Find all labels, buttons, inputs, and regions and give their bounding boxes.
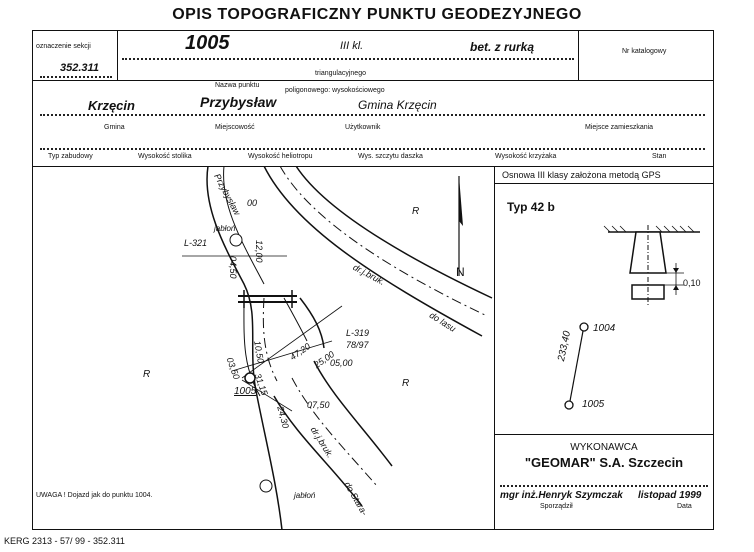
dist-0350: 03,50 xyxy=(224,356,242,381)
contractor-name: "GEOMAR" S.A. Szczecin xyxy=(524,455,684,470)
contractor-dots xyxy=(500,485,708,487)
point-type: bet. z rurką xyxy=(470,40,535,54)
zamieszkanie-label: Miejsce zamieszkania xyxy=(585,124,654,131)
dist-1200: 12,00 xyxy=(254,240,264,263)
polig-label: poligonowego: wysokościowego xyxy=(285,87,385,94)
dist-2500: 25,00 xyxy=(312,349,337,371)
section-label: oznaczenie sekcji xyxy=(36,43,91,50)
point-number: 1005 xyxy=(185,32,230,54)
col-wysokosc-heliotropu: Wysokość heliotropu xyxy=(248,153,313,160)
miejscowosc-value: Przybysław xyxy=(200,94,277,110)
uzytkownik-label: Użytkownik xyxy=(345,124,381,131)
right-panel-divider xyxy=(494,166,495,530)
columns-dots xyxy=(40,148,705,150)
catalog-divider xyxy=(578,30,579,80)
miejscowosc-label: Miejscowość xyxy=(215,124,255,131)
basis-label: Osnowa III klasy założona metodą GPS xyxy=(502,170,661,180)
col-wys-szczytu-daszka: Wys. szczytu daszka xyxy=(358,153,423,160)
road-upper-label-1: dr.j.bruk. xyxy=(351,262,387,288)
uzytkownik-value: Gmina Krzęcin xyxy=(358,98,437,112)
north-label: N xyxy=(456,265,465,279)
road-upper-label-2: do lasu xyxy=(427,310,458,334)
header-divider xyxy=(32,80,714,81)
dist-0750: 07,50 xyxy=(307,400,330,410)
col-stan: Stan xyxy=(652,153,667,160)
person-label: Sporządził xyxy=(540,503,573,510)
catalog-label: Nr katalogowy xyxy=(622,48,667,55)
r-label-3: R xyxy=(402,378,410,389)
road-lower-label-1: dr.j.bruk. xyxy=(308,425,336,460)
distance-label: 233,40 xyxy=(556,330,574,363)
section-value: 352.311 xyxy=(60,62,99,74)
contractor-date: listopad 1999 xyxy=(638,490,702,501)
dist-3115: 31,15 xyxy=(252,372,270,397)
l319-date: 78/97 xyxy=(346,340,369,350)
dist-4720: 47,20 xyxy=(288,341,313,363)
dist-2430: 24,30 xyxy=(275,405,291,430)
r-label-1: R xyxy=(412,206,420,217)
r-label-2: R xyxy=(143,369,151,380)
footer-code: KERG 2313 - 57/ 99 - 352.311 xyxy=(4,536,125,546)
point-1004-label: 1004 xyxy=(593,323,616,334)
section-dots xyxy=(40,76,112,78)
contractor-label: WYKONAWCA xyxy=(570,442,638,453)
nazwa-label: Nazwa punktu xyxy=(215,82,260,89)
names-dots xyxy=(40,114,705,116)
road-lower-label-2: do Stara- xyxy=(342,480,370,518)
dist-0500: 05,00 xyxy=(330,358,353,368)
dimension-label: 0,10 xyxy=(683,278,701,288)
gmina-label: Gmina xyxy=(104,124,125,131)
right-panel-header-divider xyxy=(494,183,714,184)
dist-0000: 00 xyxy=(247,198,258,208)
l321-label: L-321 xyxy=(184,238,208,248)
warning-note: UWAGA ! Dojazd jak do punktu 1004. xyxy=(36,492,153,499)
jablon-top-label: jabłoń xyxy=(214,224,236,233)
monument-drawing xyxy=(600,215,710,310)
l319-label: L-319 xyxy=(346,328,370,338)
type-label: Typ 42 b xyxy=(507,200,555,214)
triang-label: triangulacyjnego xyxy=(315,70,366,77)
point-class: III kl. xyxy=(340,40,364,52)
header-dots xyxy=(122,58,574,60)
date-label: Data xyxy=(677,503,692,510)
map-point-label: 1005 xyxy=(234,386,257,397)
jablon-bottom-label: jabłoń xyxy=(294,491,316,500)
contractor-person: mgr inż.Henryk Szymczak xyxy=(500,490,623,501)
col-wysokosc-krzyzaka: Wysokość krzyżaka xyxy=(495,153,557,160)
contractor-divider xyxy=(494,434,714,435)
village-label-map: Przybysław xyxy=(212,172,243,217)
page-title: OPIS TOPOGRAFICZNY PUNKTU GEODEZYJNEGO xyxy=(172,6,582,23)
point-1005-label: 1005 xyxy=(582,399,605,410)
gmina-value: Krzęcin xyxy=(88,98,135,113)
col-wysokosc-stolika: Wysokość stolika xyxy=(138,153,192,160)
dist-0450: 04,50 xyxy=(228,256,238,279)
col-typ-zabudowy: Typ zabudowy xyxy=(48,153,93,160)
section-divider xyxy=(117,30,118,80)
dist-1050: 10,50 xyxy=(252,340,266,364)
